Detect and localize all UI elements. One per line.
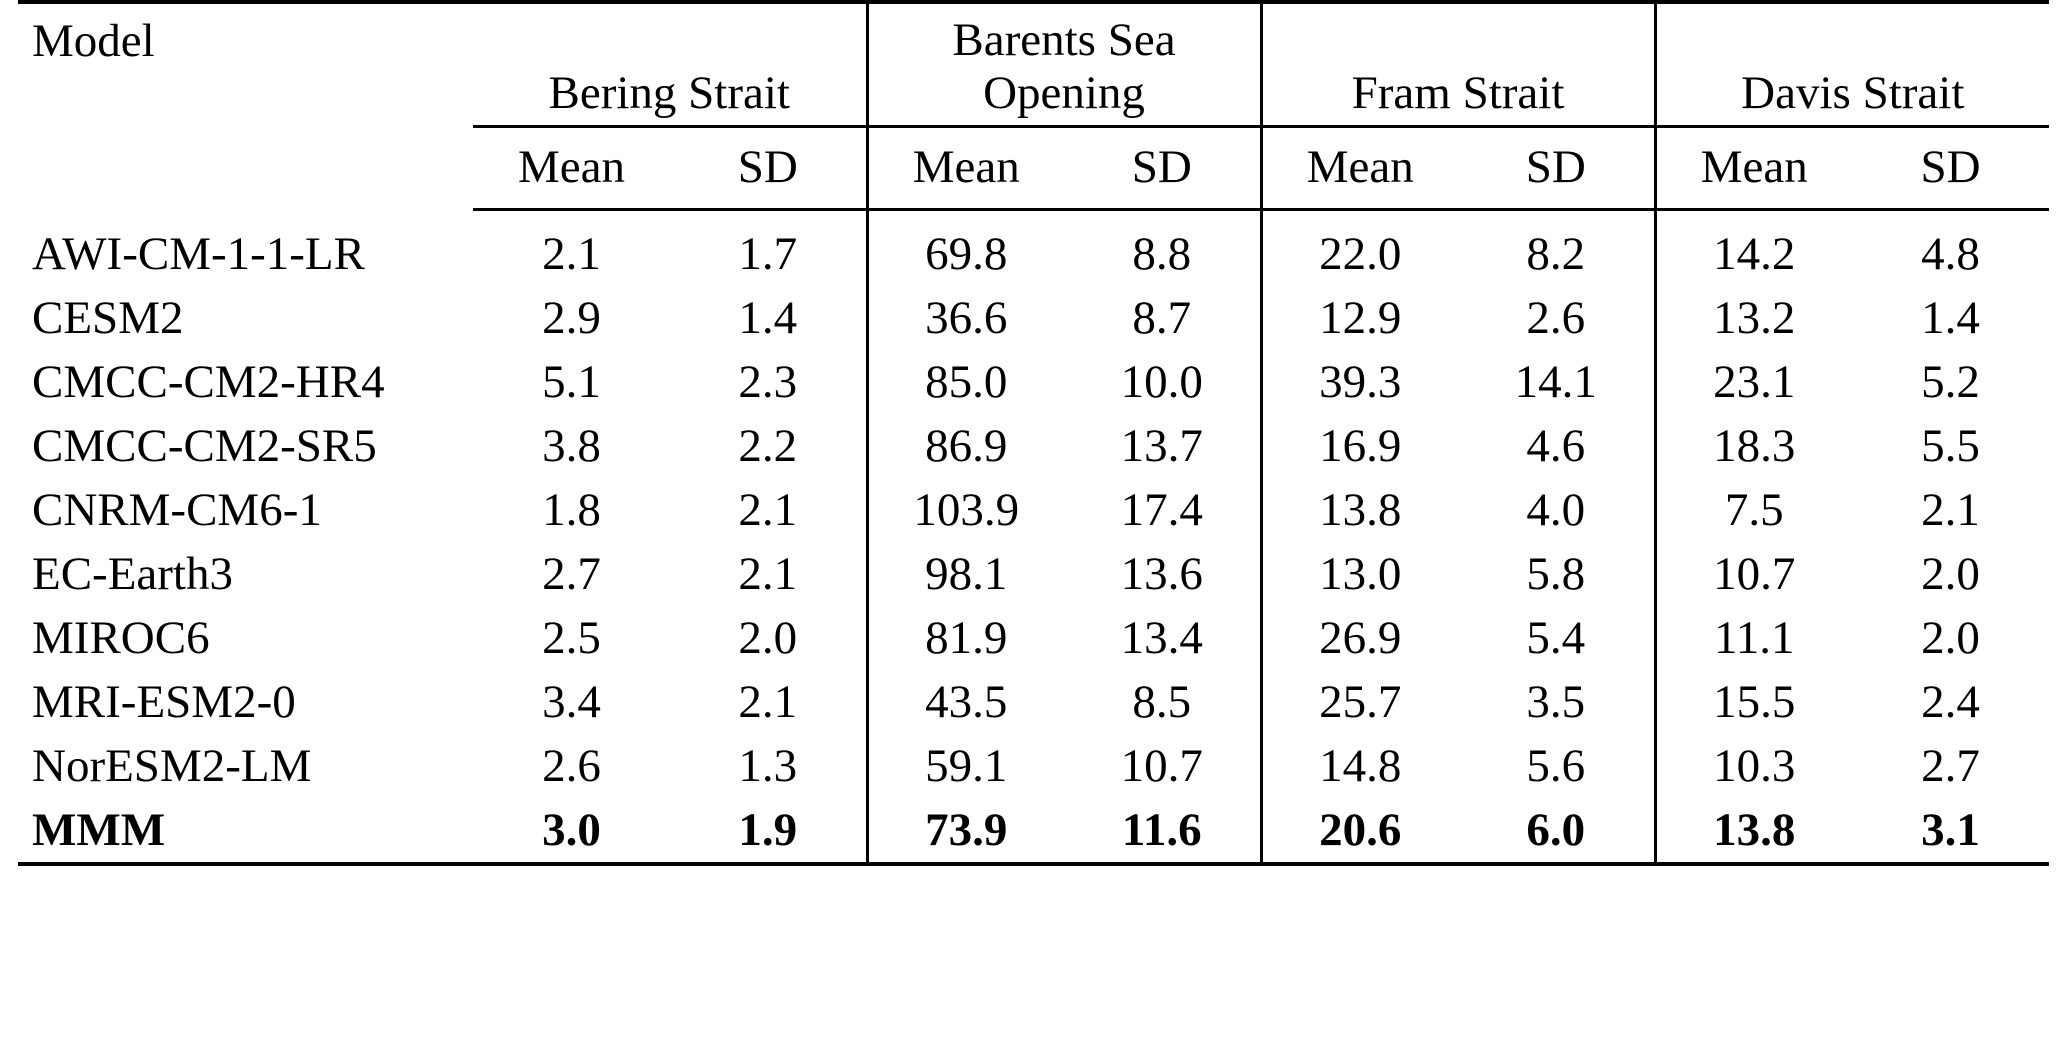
cell-value: 11.6: [1064, 798, 1261, 864]
cell-value: 103.9: [867, 478, 1064, 542]
cell-value: 73.9: [867, 798, 1064, 864]
cell-value: 1.8: [542, 484, 601, 537]
table-header-groups: [18, 2, 2049, 127]
table-row-mmm: [18, 798, 2049, 864]
group-header-barents-sea-opening: Barents Sea Opening: [867, 2, 1261, 127]
cell-value: 2.6: [1526, 292, 1586, 345]
cell-value: 20.6: [1261, 798, 1458, 864]
subheader-fram-sd: SD: [1458, 127, 1655, 210]
table-row: [18, 606, 2049, 670]
table-row: [18, 478, 2049, 542]
table-row: [18, 350, 2049, 414]
table-row: [18, 210, 2049, 287]
cell-value: 1.3: [738, 740, 798, 793]
subheader-davis-mean: Mean: [1655, 127, 1852, 210]
cell-value: 4.0: [1526, 484, 1586, 537]
cell-model: MRI-ESM2-0: [32, 676, 296, 729]
cell-model: CESM2: [32, 292, 184, 345]
cell-value: 11.1: [1655, 606, 1852, 670]
cell-value: 6.0: [1458, 798, 1655, 864]
cell-value: 59.1: [867, 734, 1064, 798]
cell-value: 2.0: [1921, 612, 1980, 665]
table-row: [18, 670, 2049, 734]
cell-model: CMCC-CM2-HR4: [32, 356, 385, 409]
cell-value: 2.1: [1921, 484, 1980, 537]
cell-value: 13.8: [1655, 798, 1852, 864]
cell-value: 39.3: [1261, 350, 1458, 414]
cell-value: 43.5: [867, 670, 1064, 734]
cell-value: 14.2: [1655, 210, 1852, 287]
cell-model: CNRM-CM6-1: [32, 484, 322, 537]
cell-value: 85.0: [867, 350, 1064, 414]
cell-value: 69.8: [867, 210, 1064, 287]
cell-model: AWI-CM-1-1-LR: [32, 228, 365, 281]
subheader-barents-mean: Mean: [867, 127, 1064, 210]
group-header-davis-strait: Davis Strait: [1655, 2, 2049, 127]
cell-value: 8.7: [1132, 292, 1192, 345]
cell-value: 1.4: [1921, 292, 1980, 345]
cell-value: 8.2: [1526, 228, 1586, 281]
cell-value: 5.2: [1921, 356, 1980, 409]
cell-value: 10.7: [1655, 542, 1852, 606]
cell-value: 98.1: [867, 542, 1064, 606]
cell-value: 2.7: [1921, 740, 1980, 793]
subheader-bering-sd: SD: [670, 127, 867, 210]
cell-value: 14.1: [1514, 356, 1597, 409]
subheader-fram-mean: Mean: [1261, 127, 1458, 210]
cell-value: 2.3: [738, 356, 798, 409]
cell-value: 2.0: [738, 612, 798, 665]
subheader-barents-sd: SD: [1064, 127, 1261, 210]
table-row: [18, 414, 2049, 478]
cell-value: 18.3: [1655, 414, 1852, 478]
cell-value: 3.1: [1852, 798, 2049, 864]
cell-value: 86.9: [867, 414, 1064, 478]
cell-value: 2.1: [738, 484, 798, 537]
cell-model: NorESM2-LM: [32, 740, 312, 793]
cell-value: 2.1: [738, 676, 798, 729]
group-header-fram-strait: Fram Strait: [1261, 2, 1655, 127]
cell-value: 13.2: [1655, 286, 1852, 350]
cell-value: 14.8: [1261, 734, 1458, 798]
cell-value: 5.1: [542, 356, 601, 409]
cell-value: 26.9: [1261, 606, 1458, 670]
cell-value: 25.7: [1261, 670, 1458, 734]
cell-value: 3.8: [542, 420, 601, 473]
cell-value: 3.0: [473, 798, 670, 864]
cell-model: MIROC6: [32, 612, 210, 665]
cell-value: 7.5: [1655, 478, 1852, 542]
cell-value: 1.4: [738, 292, 798, 345]
cell-value: 2.0: [1921, 548, 1980, 601]
cell-value: 2.6: [542, 740, 601, 793]
cell-value: 10.0: [1120, 356, 1203, 409]
cell-value: 13.0: [1261, 542, 1458, 606]
cell-value: 2.1: [542, 228, 601, 281]
subheader-bering-mean: Mean: [473, 127, 670, 210]
cell-value: 10.7: [1120, 740, 1203, 793]
cell-value: 13.7: [1120, 420, 1203, 473]
cell-value: 5.5: [1921, 420, 1980, 473]
cell-value: 2.7: [542, 548, 601, 601]
cell-value: 12.9: [1261, 286, 1458, 350]
cell-value: 36.6: [867, 286, 1064, 350]
cell-value: 22.0: [1261, 210, 1458, 287]
cell-value: 16.9: [1261, 414, 1458, 478]
cell-value: 5.8: [1526, 548, 1586, 601]
cell-value: 4.6: [1526, 420, 1586, 473]
table-row: [18, 286, 2049, 350]
cell-value: 13.6: [1120, 548, 1203, 601]
cell-value: 1.7: [738, 228, 798, 281]
cell-value: 17.4: [1120, 484, 1203, 537]
table-row: [18, 542, 2049, 606]
cell-value: 2.4: [1921, 676, 1980, 729]
cell-model: MMM: [18, 798, 473, 864]
cell-value: 23.1: [1655, 350, 1852, 414]
cell-model: EC-Earth3: [32, 548, 233, 601]
cell-value: 13.4: [1120, 612, 1203, 665]
cell-value: 2.2: [738, 420, 798, 473]
cell-value: 8.5: [1132, 676, 1192, 729]
cell-value: 4.8: [1921, 228, 1980, 281]
cell-value: 5.6: [1526, 740, 1586, 793]
cell-value: 8.8: [1132, 228, 1192, 281]
cell-value: 2.1: [738, 548, 798, 601]
column-header-model: Model: [18, 2, 473, 210]
cell-value: 10.3: [1655, 734, 1852, 798]
cell-value: 3.5: [1526, 676, 1586, 729]
cell-value: 3.4: [542, 676, 601, 729]
cell-value: 81.9: [867, 606, 1064, 670]
subheader-davis-sd: SD: [1852, 127, 2049, 210]
cell-value: 2.9: [542, 292, 601, 345]
cell-value: 13.8: [1261, 478, 1458, 542]
table-row: [18, 734, 2049, 798]
cell-value: 5.4: [1526, 612, 1586, 665]
ocean-transport-table: [18, 0, 2049, 866]
cell-model: CMCC-CM2-SR5: [32, 420, 377, 473]
cell-value: 15.5: [1655, 670, 1852, 734]
cell-value: 1.9: [670, 798, 867, 864]
group-header-bering-strait: Bering Strait: [473, 2, 867, 127]
cell-value: 2.5: [542, 612, 601, 665]
